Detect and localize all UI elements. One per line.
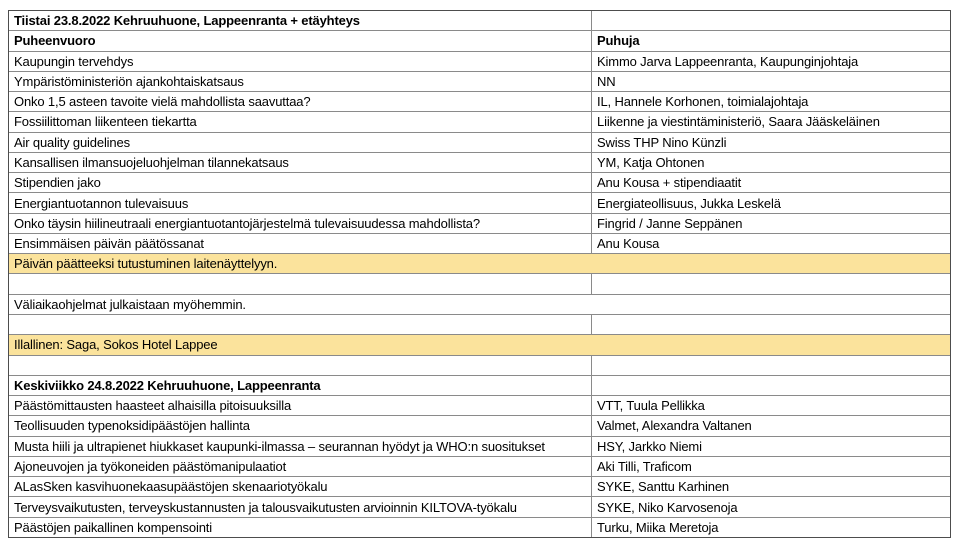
speaker-cell: Aki Tilli, Traficom [591,457,950,476]
agenda-row [9,111,950,131]
agenda-row [9,415,950,435]
column-header-talk: Puheenvuoro [14,33,96,49]
speaker-cell: Turku, Miika Meretoja [591,518,950,537]
dinner-note-row [9,334,950,354]
empty-row [9,314,950,334]
agenda-row [9,496,950,516]
speaker-cell: Anu Kousa [591,234,950,253]
session-title-cell: ALasSken kasvihuonekaasupäästöjen skenaariotyökalu [14,479,328,495]
empty-row [9,355,950,375]
agenda-row [9,71,950,91]
session-title-cell: Fossiilittoman liikenteen tiekartta [14,114,197,130]
agenda-table [8,10,951,538]
note-text: Väliaikaohjelmat julkaistaan myöhemmin. [14,296,246,312]
session-title-cell: Air quality guidelines [14,134,130,150]
speaker-cell: SYKE, Santtu Karhinen [591,477,950,496]
session-title-cell: Ajoneuvojen ja työkoneiden päästömanipulaatiot [14,458,287,474]
day1-title: Tiistai 23.8.2022 Kehruuhuone, Lappeenranta + etäyhteys [14,13,360,29]
speaker-cell: IL, Hannele Korhonen, toimialajohtaja [591,92,950,111]
agenda-row [9,233,950,253]
empty-speaker-cell [591,315,950,334]
speaker-cell: Fingrid / Janne Seppänen [591,214,950,233]
speaker-cell: Swiss THP Nino Künzli [591,133,950,152]
empty-speaker-cell [591,274,950,293]
note-text: Päivän päätteeksi tutustuminen laitenäyttelyyn. [14,256,278,272]
empty-title-cell [9,356,591,375]
session-title-cell: Onko täysin hiilineutraali energiantuotantojärjestelmä tulevaisuudessa mahdollista? [14,215,480,231]
column-header-speaker: Puhuja [591,31,950,50]
day2-title: Keskiviikko 24.8.2022 Kehruuhuone, Lappeenranta [14,377,321,393]
session-title-cell: Päästöjen paikallinen kompensointi [14,519,212,535]
agenda-row [9,456,950,476]
session-title-cell: Kansallisen ilmansuojeluohjelman tilannekatsaus [14,154,289,170]
speaker-cell: NN [591,72,950,91]
speaker-cell: Liikenne ja viestintäministeriö, Saara Jääskeläinen [591,112,950,131]
day1-header-row [9,11,950,30]
session-title-cell: Teollisuuden typenoksidipäästöjen hallinta [14,418,250,434]
agenda-row [9,51,950,71]
agenda-row [9,192,950,212]
speaker-cell: Kimmo Jarva Lappeenranta, Kaupunginjohtaja [591,52,950,71]
highlighted-note-row [9,253,950,273]
day1-header-empty-cell [591,11,950,30]
empty-row [9,273,950,293]
speaker-cell: Energiateollisuus, Jukka Leskelä [591,193,950,212]
session-title-cell: Stipendien jako [14,175,101,191]
day2-header-row [9,375,950,395]
empty-title-cell [9,315,591,334]
agenda-row [9,436,950,456]
note-text: Illallinen: Saga, Sokos Hotel Lappee [14,337,218,353]
session-title-cell: Ympäristöministeriön ajankohtaiskatsaus [14,73,244,89]
agenda-row [9,91,950,111]
session-title-cell: Onko 1,5 asteen tavoite vielä mahdollista saavuttaa? [14,94,311,110]
agenda-row [9,213,950,233]
agenda-row [9,517,950,537]
note-row [9,294,950,314]
session-title-cell: Kaupungin tervehdys [14,53,134,69]
speaker-cell: Anu Kousa + stipendiaatit [591,173,950,192]
session-title-cell: Terveysvaikutusten, terveyskustannusten ja talousvaikutusten arvioinnin KILTOVA-työkalu [14,499,517,515]
agenda-row [9,476,950,496]
column-header-row [9,30,950,50]
session-title-cell: Energiantuotannon tulevaisuus [14,195,189,211]
session-title-cell: Päästömittausten haasteet alhaisilla pitoisuuksilla [14,398,292,414]
agenda-row [9,152,950,172]
speaker-cell: YM, Katja Ohtonen [591,153,950,172]
agenda-row [9,132,950,152]
speaker-cell: VTT, Tuula Pellikka [591,396,950,415]
agenda-row [9,395,950,415]
session-title-cell: Ensimmäisen päivän päätössanat [14,236,204,252]
speaker-cell: HSY, Jarkko Niemi [591,437,950,456]
speaker-cell: Valmet, Alexandra Valtanen [591,416,950,435]
agenda-row [9,172,950,192]
speaker-cell: SYKE, Niko Karvosenoja [591,497,950,516]
empty-title-cell [9,274,591,293]
session-title-cell: Musta hiili ja ultrapienet hiukkaset kaupunki-ilmassa – seurannan hyödyt ja WHO:n suositukset [14,438,545,454]
empty-speaker-cell [591,356,950,375]
day2-header-empty-cell [591,376,950,395]
